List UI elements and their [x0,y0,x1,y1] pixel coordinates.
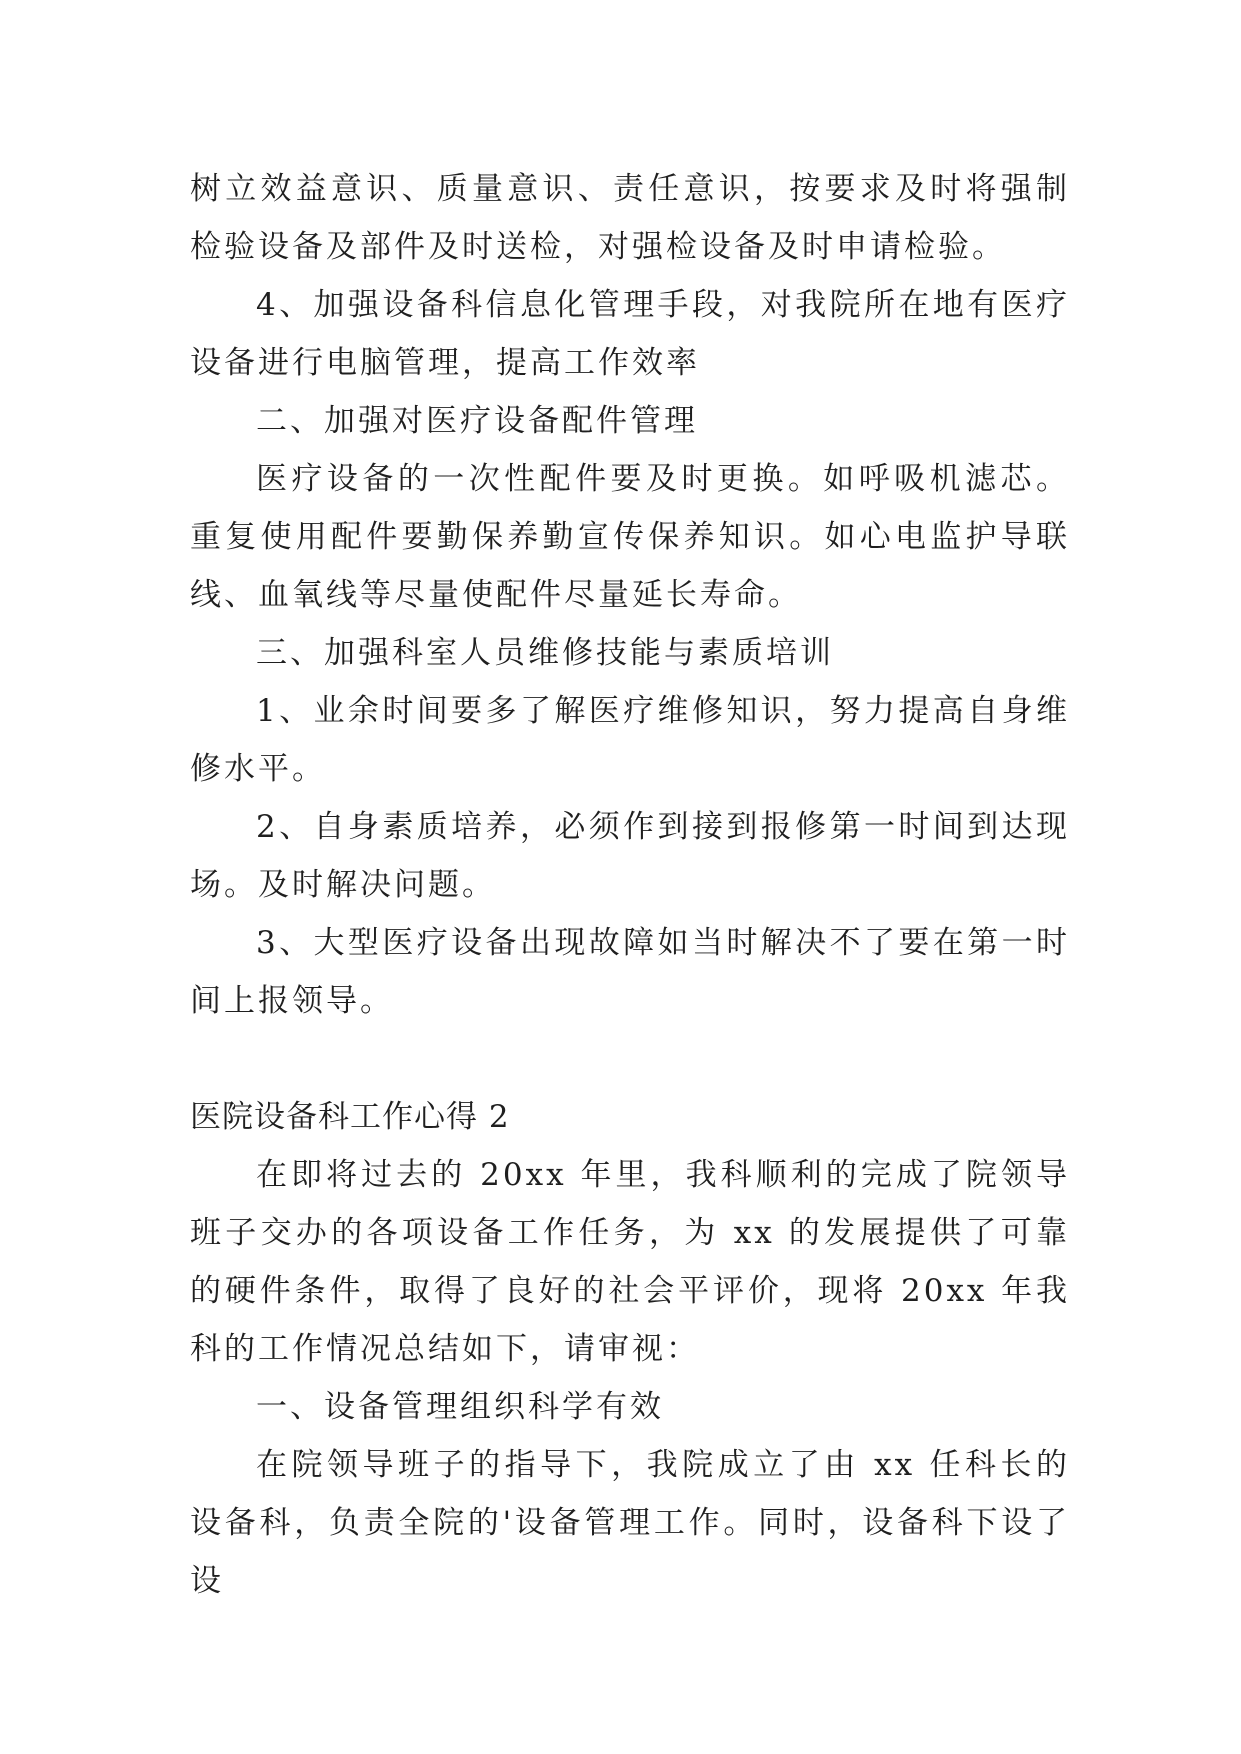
paragraph-accessories: 医疗设备的一次性配件要及时更换。如呼吸机滤芯。重复使用配件要勤保养勤宣传保养知识。如心电监护导联线、血氧线等尽量使配件尽量延长寿命。 [190,461,1070,613]
paragraph-item-4: 4、加强设备科信息化管理手段，对我院所在地有医疗设备进行电脑管理，提高工作效率 [190,287,1070,381]
paragraph-continuation: 树立效益意识、质量意识、责任意识，按要求及时将强制检验设备及部件及时送检，对强检设备及时申请检验。 [190,171,1070,265]
paragraph-intro: 在即将过去的 20xx 年里，我科顺利的完成了院领导班子交办的各项设备工作任务，为 xx 的发展提供了可靠的硬件条件，取得了良好的社会平评价，现将 20xx 年我科的工作情况总结如下，请审视： [190,1157,1070,1367]
section-title: 医院设备科工作心得 2 [190,1099,510,1135]
paragraph-organization: 在院领导班子的指导下，我院成立了由 xx 任科长的设备科，负责全院的'设备管理工作。同时，设备科下设了设 [190,1447,1070,1599]
paragraph-item-1: 1、业余时间要多了解医疗维修知识，努力提高自身维修水平。 [190,693,1070,787]
paragraph-item-3: 3、大型医疗设备出现故障如当时解决不了要在第一时间上报领导。 [190,925,1070,1019]
heading-section-2: 二、加强对医疗设备配件管理 [256,403,698,439]
heading-section-1: 一、设备管理组织科学有效 [256,1389,664,1425]
heading-section-3: 三、加强科室人员维修技能与素质培训 [256,635,834,671]
paragraph-item-2: 2、自身素质培养，必须作到接到报修第一时间到达现场。及时解决问题。 [190,809,1070,903]
document-body [190,160,1070,1610]
